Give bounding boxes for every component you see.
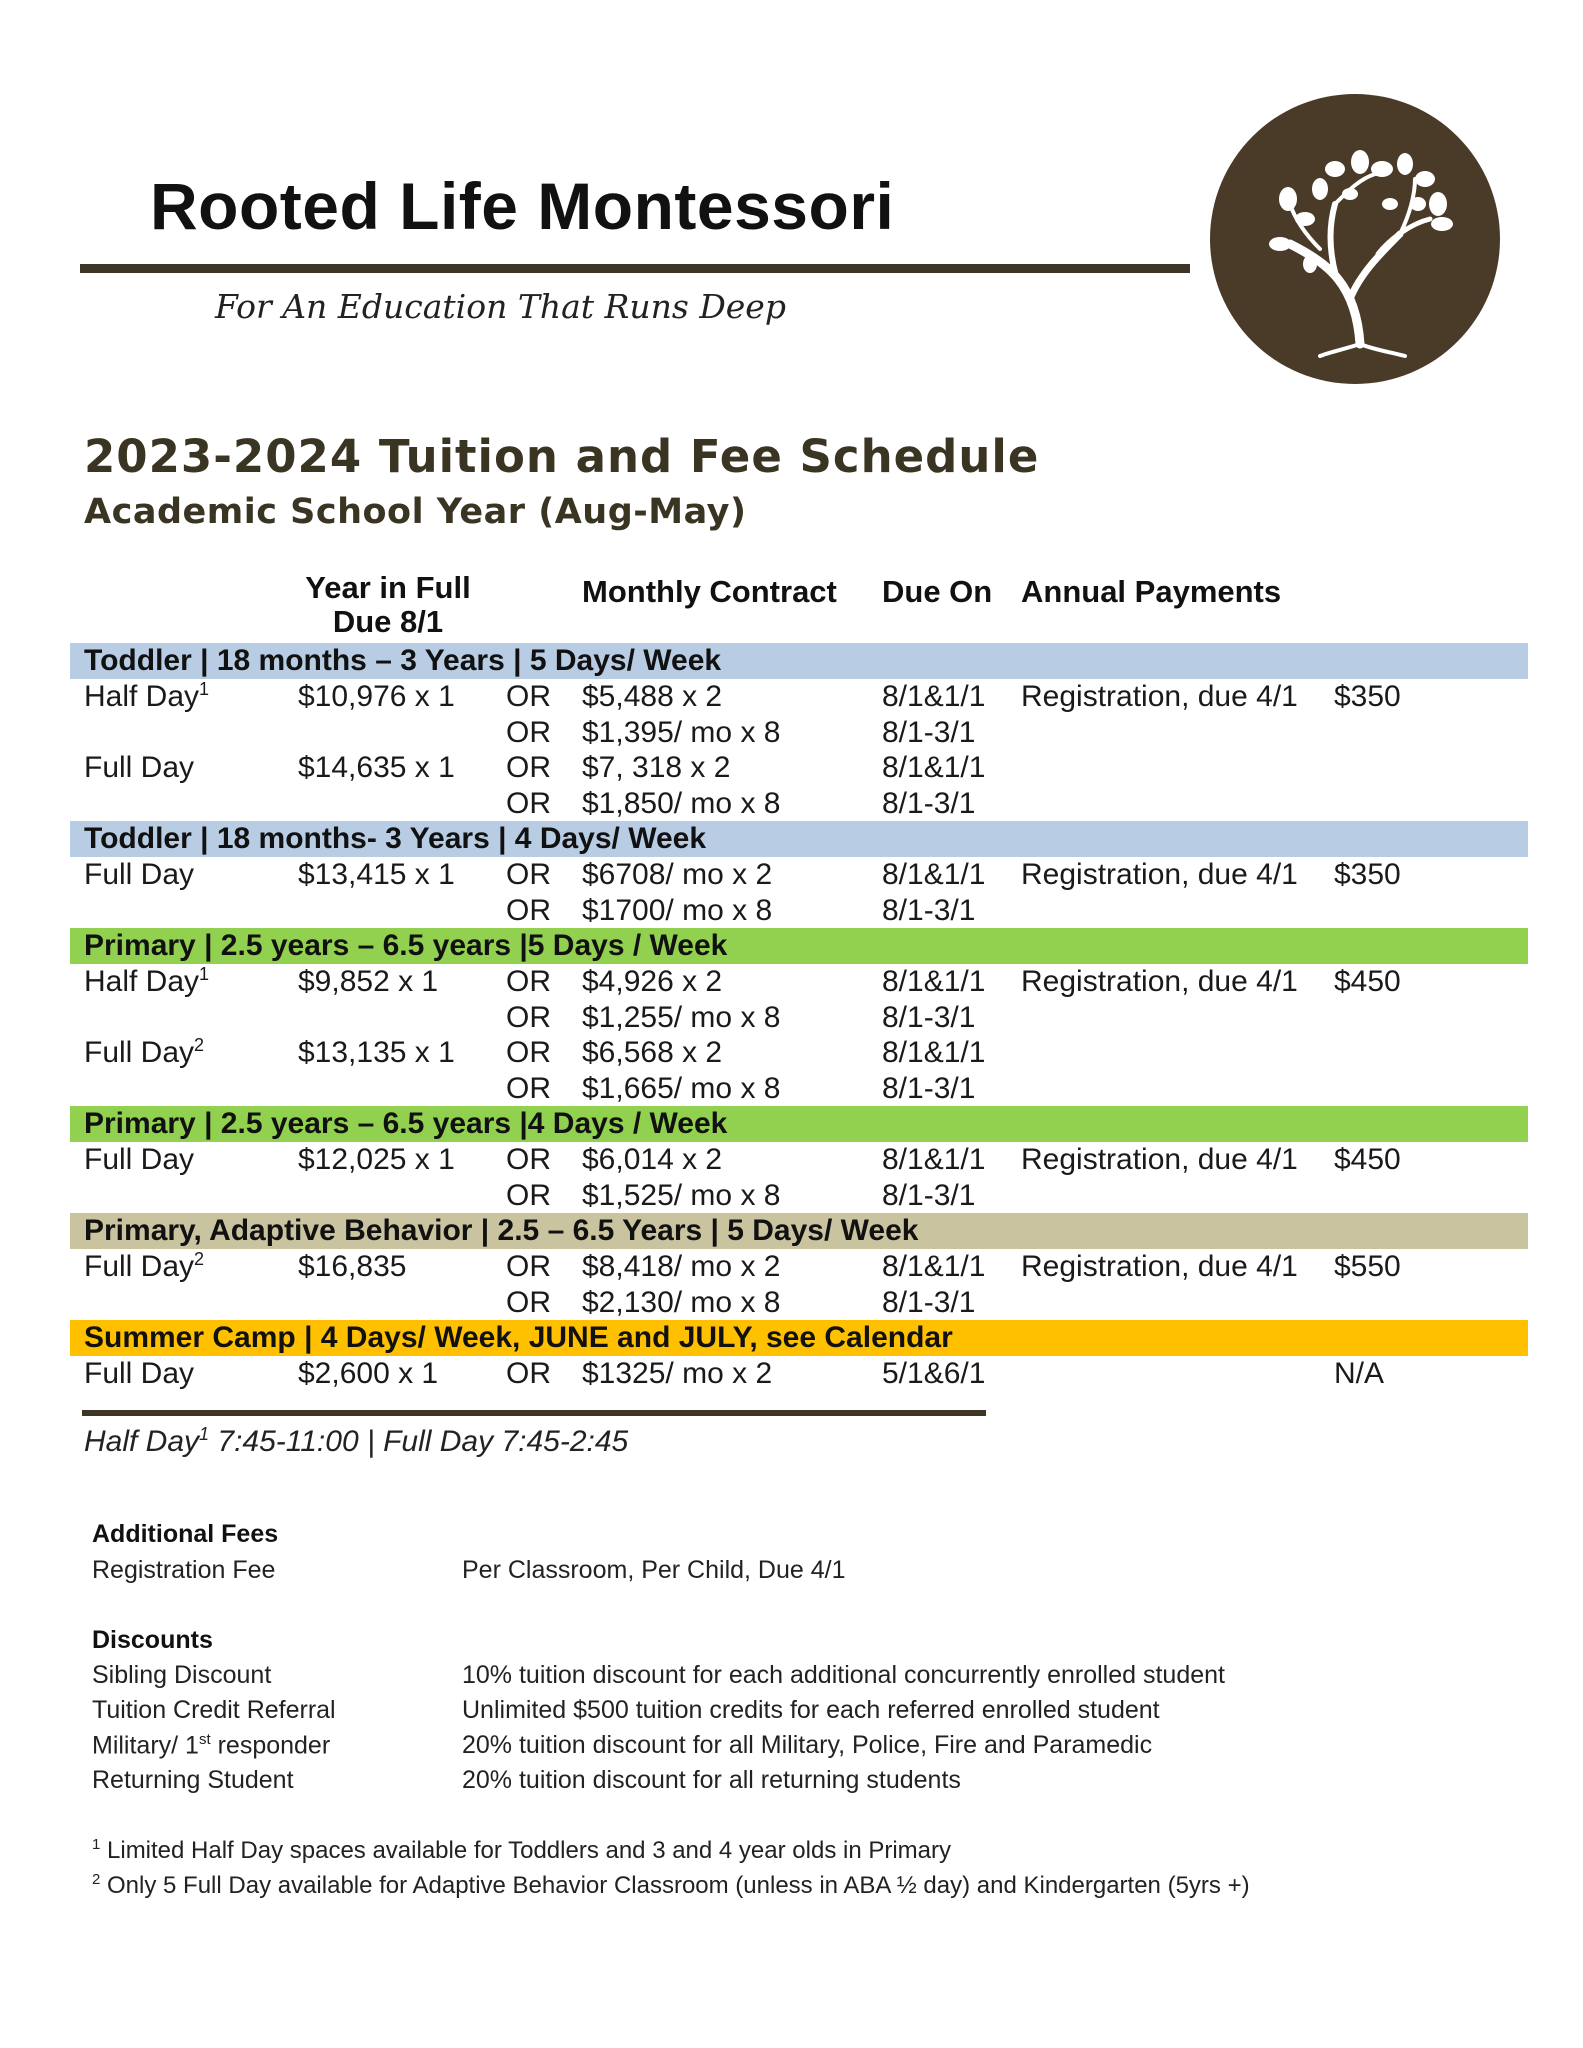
year-in-full-cell: $12,025 x 1 (298, 1143, 455, 1176)
program-footnote-mark: 1 (199, 679, 210, 699)
annual-payment-fee: $450 (1334, 965, 1401, 998)
annual-payment-label: Registration, due 4/1 (1021, 1143, 1298, 1176)
program-cell (84, 1142, 194, 1178)
hours-note-half: Half Day (84, 1425, 200, 1458)
or-cell: OR (506, 786, 551, 820)
or-cell: OR (506, 1143, 551, 1176)
table-rule (82, 1410, 986, 1416)
col-header-year (293, 571, 483, 639)
due-on-cell: 8/1&1/1 (882, 1250, 986, 1283)
program-name: Full Day (84, 1250, 195, 1283)
or-cell: OR (506, 858, 551, 891)
footnote-mark: 1 (92, 1836, 101, 1853)
due-on-cell: 8/1&1/1 (882, 965, 986, 998)
monthly-contract-cell: $6,568 x 2 (582, 1036, 723, 1069)
monthly-contract-cell: $1325/ mo x 2 (582, 1357, 773, 1390)
or-cell: OR (506, 1071, 551, 1105)
year-in-full-cell: $13,415 x 1 (298, 858, 455, 891)
due-on-cell: 8/1-3/1 (882, 1178, 976, 1212)
program-cell (84, 857, 194, 893)
monthly-contract-cell: $2,130/ mo x 8 (582, 1285, 781, 1319)
due-on-cell: 8/1&1/1 (882, 751, 986, 784)
program-name: Half Day (84, 965, 200, 998)
section-heading: Primary | 2.5 years – 6.5 years |5 Days / Week (84, 929, 728, 962)
due-on-cell: 8/1&1/1 (882, 858, 986, 891)
program-cell (84, 1035, 204, 1071)
monthly-contract-cell: $6708/ mo x 2 (582, 858, 773, 891)
discount-value: Unlimited $500 tuition credits for each referred enrolled student (462, 1696, 1160, 1724)
additional-fees-heading: Additional Fees (92, 1520, 279, 1548)
due-on-cell: 8/1-3/1 (882, 1285, 976, 1319)
monthly-contract-cell: $5,488 x 2 (582, 680, 723, 713)
col-header-monthly: Monthly Contract (582, 574, 837, 609)
due-on-cell: 8/1-3/1 (882, 715, 976, 749)
footnote-mark: 2 (92, 1871, 101, 1888)
col-header-due: Due On (882, 574, 993, 609)
annual-payment-label: Registration, due 4/1 (1021, 858, 1298, 891)
program-name: Full Day (84, 751, 195, 784)
due-on-cell: 8/1-3/1 (882, 893, 976, 927)
section-heading: Primary | 2.5 years – 6.5 years |4 Days / Week (84, 1107, 728, 1140)
or-cell: OR (506, 680, 551, 713)
program-cell (84, 964, 209, 1000)
footnote-1 (92, 1836, 951, 1865)
due-on-cell: 8/1-3/1 (882, 1000, 976, 1034)
program-name: Full Day (84, 858, 195, 891)
due-on-cell: 8/1-3/1 (882, 1071, 976, 1105)
document-title: 2023-2024 Tuition and Fee Schedule (84, 430, 1040, 483)
fee-value: Per Classroom, Per Child, Due 4/1 (462, 1556, 846, 1584)
monthly-contract-cell: $1,255/ mo x 8 (582, 1000, 781, 1034)
due-on-cell: 8/1&1/1 (882, 1143, 986, 1176)
due-on-cell: 5/1&6/1 (882, 1357, 986, 1390)
discount-value: 10% tuition discount for each additional concurrently enrolled student (462, 1661, 1225, 1689)
monthly-contract-cell: $7, 318 x 2 (582, 751, 731, 784)
program-name: Full Day (84, 1143, 195, 1176)
annual-payment-fee: $450 (1334, 1143, 1401, 1176)
discount-value: 20% tuition discount for all Military, Police, Fire and Paramedic (462, 1731, 1153, 1759)
program-footnote-mark: 2 (194, 1249, 205, 1269)
program-cell (84, 1249, 204, 1285)
discount-label: Sibling Discount (92, 1661, 272, 1689)
annual-payment-label: Registration, due 4/1 (1021, 1250, 1298, 1283)
due-on-cell: 8/1&1/1 (882, 1036, 986, 1069)
or-cell: OR (506, 1178, 551, 1212)
hours-note-sup: 1 (199, 1424, 210, 1444)
annual-payment-fee: $350 (1334, 680, 1401, 713)
program-footnote-mark: 1 (199, 964, 210, 984)
footnote-text: Limited Half Day spaces available for Toddlers and 3 and 4 year olds in Primary (100, 1837, 951, 1864)
col-header-year-line1: Year in Full (305, 570, 471, 605)
or-cell: OR (506, 1285, 551, 1319)
document-subtitle: Academic School Year (Aug-May) (84, 492, 747, 532)
or-cell: OR (506, 715, 551, 749)
program-footnote-mark: 2 (194, 1035, 205, 1055)
discount-label-rest: responder (210, 1731, 331, 1760)
section-heading: Summer Camp | 4 Days/ Week, JUNE and JULY, see Calendar (84, 1321, 953, 1354)
or-cell: OR (506, 751, 551, 784)
section-heading: Toddler | 18 months – 3 Years | 5 Days/ Week (84, 644, 722, 677)
col-header-annual: Annual Payments (1021, 574, 1282, 609)
program-cell (84, 679, 209, 715)
year-in-full-cell: $9,852 x 1 (298, 965, 439, 998)
monthly-contract-cell: $1,525/ mo x 8 (582, 1178, 781, 1212)
or-cell: OR (506, 893, 551, 927)
year-in-full-cell: $10,976 x 1 (298, 680, 455, 713)
monthly-contract-cell: $1,850/ mo x 8 (582, 786, 781, 820)
or-cell: OR (506, 1000, 551, 1034)
annual-payment-label: Registration, due 4/1 (1021, 965, 1298, 998)
hours-note (84, 1424, 628, 1459)
discounts-heading: Discounts (92, 1626, 213, 1654)
annual-payment-fee: $550 (1334, 1250, 1401, 1283)
monthly-contract-cell: $6,014 x 2 (582, 1143, 723, 1176)
year-in-full-cell: $2,600 x 1 (298, 1357, 439, 1390)
tagline: For An Education That Runs Deep (215, 287, 786, 326)
annual-payment-fee: N/A (1334, 1357, 1385, 1390)
or-cell: OR (506, 1357, 551, 1390)
footnote-2 (92, 1871, 1250, 1900)
section-heading: Toddler | 18 months- 3 Years | 4 Days/ Week (84, 822, 707, 855)
year-in-full-cell: $14,635 x 1 (298, 751, 455, 784)
or-cell: OR (506, 1250, 551, 1283)
program-name: Full Day (84, 1357, 195, 1390)
monthly-contract-cell: $1,665/ mo x 8 (582, 1071, 781, 1105)
due-on-cell: 8/1&1/1 (882, 680, 986, 713)
or-cell: OR (506, 965, 551, 998)
annual-payment-fee: $350 (1334, 858, 1401, 891)
monthly-contract-cell: $1,395/ mo x 8 (582, 715, 781, 749)
program-name: Half Day (84, 680, 200, 713)
hours-note-rest: 7:45-11:00 | Full Day 7:45-2:45 (209, 1425, 629, 1458)
due-on-cell: 8/1-3/1 (882, 786, 976, 820)
monthly-contract-cell: $4,926 x 2 (582, 965, 723, 998)
monthly-contract-cell: $1700/ mo x 8 (582, 893, 773, 927)
program-name: Full Day (84, 1036, 195, 1069)
fee-label: Registration Fee (92, 1556, 276, 1584)
school-name: Rooted Life Montessori (150, 169, 895, 243)
discount-label: Tuition Credit Referral (92, 1696, 336, 1724)
or-cell: OR (506, 1036, 551, 1069)
discount-label-text: Military/ 1 (92, 1731, 199, 1760)
program-cell (84, 750, 194, 786)
discount-label-sup: st (198, 1731, 211, 1748)
annual-payment-label: Registration, due 4/1 (1021, 680, 1298, 713)
year-in-full-cell: $13,135 x 1 (298, 1036, 455, 1069)
discount-value: 20% tuition discount for all returning students (462, 1766, 961, 1794)
year-in-full-cell: $16,835 (298, 1250, 407, 1283)
monthly-contract-cell: $8,418/ mo x 2 (582, 1250, 781, 1283)
section-heading: Primary, Adaptive Behavior | 2.5 – 6.5 Years | 5 Days/ Week (84, 1214, 919, 1247)
discount-label: Returning Student (92, 1766, 294, 1794)
discount-label (92, 1731, 330, 1760)
footnote-text: Only 5 Full Day available for Adaptive Behavior Classroom (unless in ABA ½ day) and Kindergarten (5yrs +) (100, 1872, 1250, 1899)
program-cell (84, 1356, 194, 1392)
col-header-year-line2: Due 8/1 (332, 604, 444, 639)
